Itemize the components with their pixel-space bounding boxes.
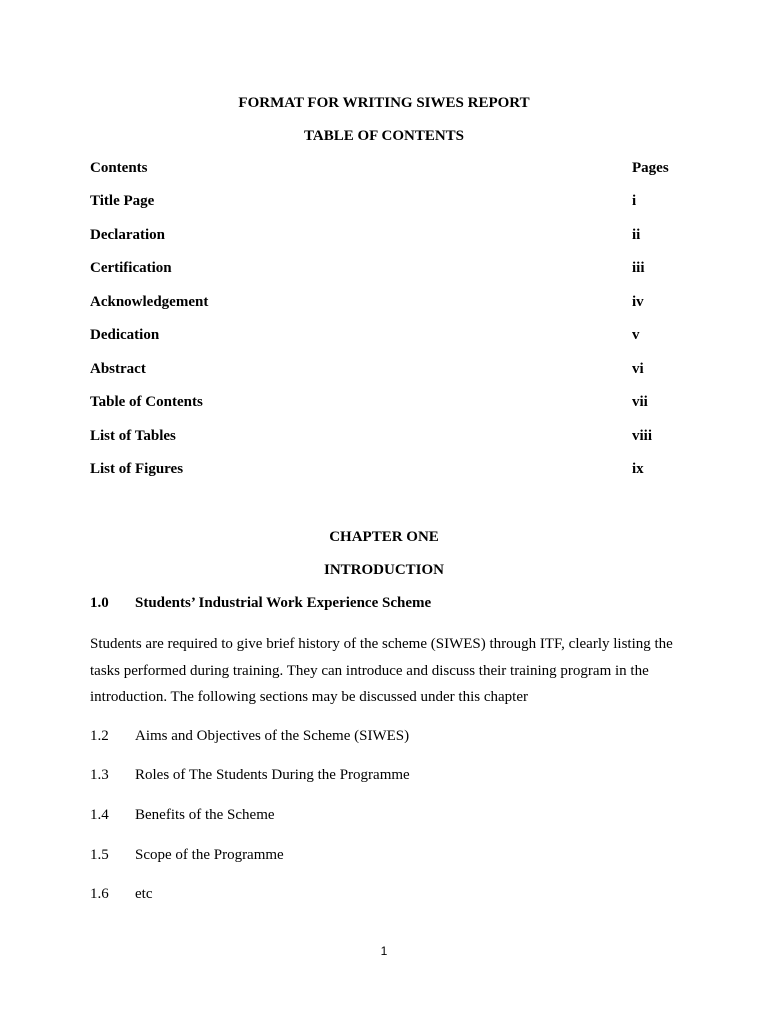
- subsection-title: Aims and Objectives of the Scheme (SIWES): [135, 728, 410, 744]
- subsection-number: 1.3: [90, 767, 109, 783]
- toc-entry-page: ii: [632, 227, 641, 243]
- toc-entry-label: Certification: [90, 260, 172, 276]
- subsection-title: Roles of The Students During the Programme: [135, 767, 410, 783]
- toc-entry-label: Title Page: [90, 193, 155, 209]
- section-number: 1.0: [90, 595, 109, 611]
- subsection-title: etc: [135, 886, 153, 902]
- toc-entry: [90, 225, 690, 245]
- toc-entry-page: i: [632, 193, 637, 209]
- toc-entry-label: Dedication: [90, 327, 160, 343]
- toc-entry: [90, 459, 690, 479]
- toc-entry-label: Declaration: [90, 227, 165, 243]
- toc-entry-page: iii: [632, 260, 645, 276]
- toc-entry: [90, 359, 690, 379]
- toc-entry-label: Abstract: [90, 361, 146, 377]
- section-title: Students’ Industrial Work Experience Scheme: [135, 595, 432, 611]
- subsection-number: 1.4: [90, 807, 109, 823]
- toc-entry-page: vii: [632, 394, 648, 410]
- toc-entry: [90, 426, 690, 446]
- toc-entry: [90, 292, 690, 312]
- page-number: 1: [380, 944, 388, 958]
- toc-entry-page: iv: [632, 294, 644, 310]
- toc-header-pages: Pages: [632, 160, 669, 176]
- toc-entry-label: List of Figures: [90, 461, 184, 477]
- toc-entry-page: ix: [632, 461, 644, 477]
- toc-entry-page: v: [632, 327, 640, 343]
- document-title: FORMAT FOR WRITING SIWES REPORT: [238, 95, 530, 111]
- toc-heading: TABLE OF CONTENTS: [303, 128, 465, 144]
- toc-entry: [90, 258, 690, 278]
- toc-entry-page: viii: [632, 428, 653, 444]
- toc-entry-label: Table of Contents: [90, 394, 203, 410]
- toc-entry: [90, 325, 690, 345]
- subsection-title: Benefits of the Scheme: [135, 807, 275, 823]
- toc-entry: [90, 392, 690, 412]
- toc-entry-page: vi: [632, 361, 644, 377]
- intro-paragraph: Students are required to give brief history of the scheme (SIWES) through ITF, clearly listing the tasks performed during training. They can introduce and discuss their training program in the introduction. The following sections may be discussed under this chapter: [90, 636, 673, 705]
- subsection-number: 1.5: [90, 847, 109, 863]
- toc-header-row: [90, 158, 690, 178]
- subsection-title: Scope of the Programme: [135, 847, 284, 863]
- toc-header-contents: Contents: [90, 160, 148, 176]
- toc-entry-label: Acknowledgement: [90, 294, 209, 310]
- toc-entry-label: List of Tables: [90, 428, 176, 444]
- subsection-number: 1.2: [90, 728, 109, 744]
- toc-entry: [90, 191, 690, 211]
- subsection-number: 1.6: [90, 886, 109, 902]
- chapter-label: CHAPTER ONE: [329, 529, 439, 545]
- chapter-title: INTRODUCTION: [323, 562, 444, 578]
